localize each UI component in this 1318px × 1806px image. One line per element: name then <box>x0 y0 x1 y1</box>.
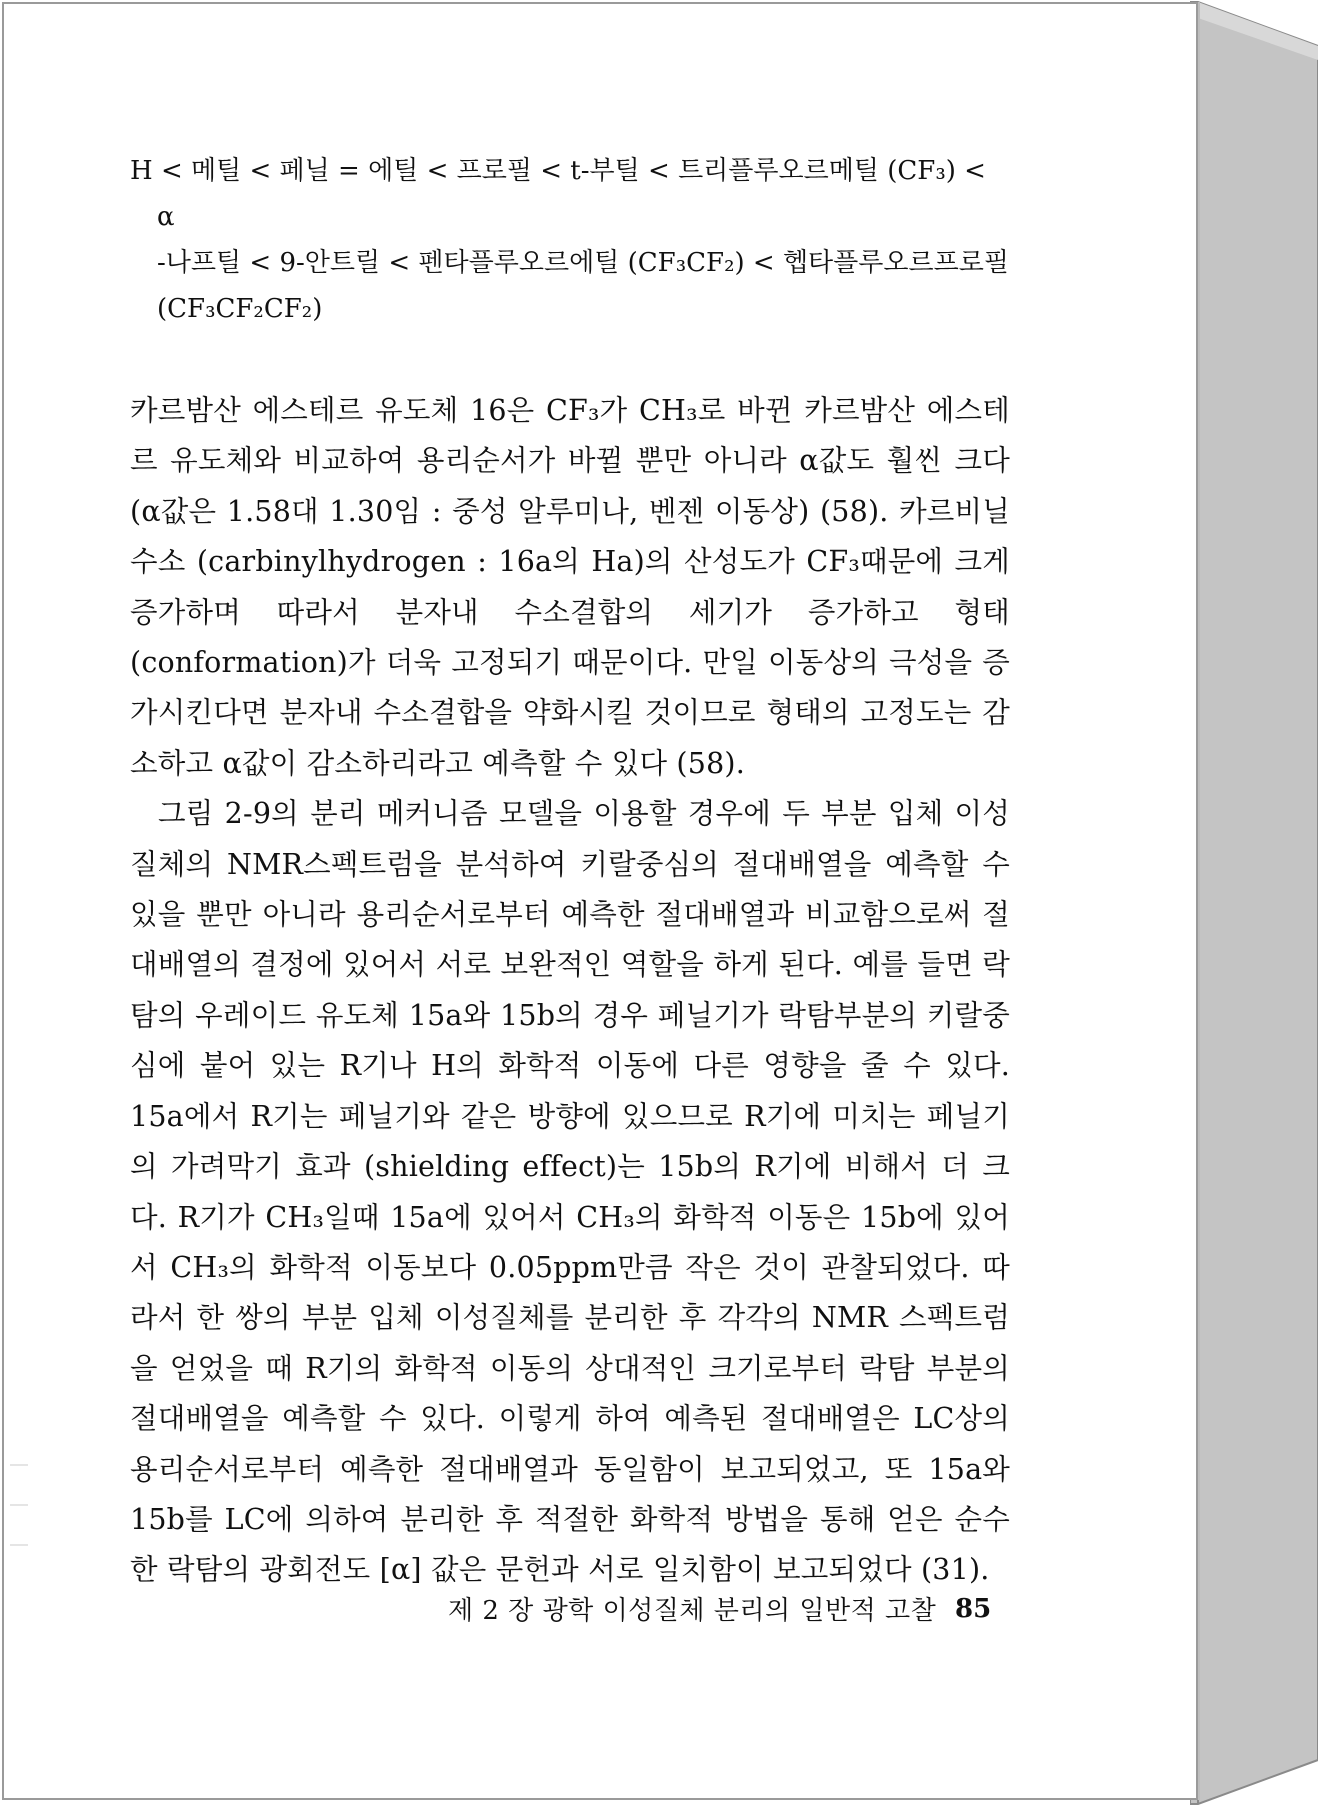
page-content <box>130 148 1010 1596</box>
series-line-2: -나프틸 < 9-안트릴 < 펜타플루오르에틸 (CF₃CF₂) < 헵타플루오르프로필 <box>157 248 1009 278</box>
paragraph-2: 그림 2-9의 분리 메커니즘 모델을 이용할 경우에 두 부분 입체 이성질체의 NMR스펙트럼을 분석하여 키랄중심의 절대배열을 예측할 수 있을 뿐만 아니라 용리순서로부터 예측한 절대배열과 비교함으로써 절대배열의 결정에 있어서 서로 보완적인 역할을 하게 된다. 예를 들면 락탐의 우레이드 유도체 15a와 15b의 경우 페닐기가 락탐부분의 키랄중심에 붙어 있는 R기나 H의 화학적 이동에 다른 영향을 줄 수 있다. 15a에서 R기는 페닐기와 같은 방향에 있으므로 R기에 미치는 페닐기의 가려막기 효과 (shielding effect)는 15b의 R기에 비해서 더 크다. R기가 CH₃일때 15a에 있어서 CH₃의 화학적 이동은 15b에 있어서 CH₃의 화학적 이동보다 0.05ppm만큼 작은 것이 관찰되었다. 따라서 한 쌍의 부분 입체 이성질체를 분리한 후 각각의 NMR 스펙트럼을 얻었을 때 R기의 화학적 이동의 상대적인 크기로부터 락탐 부분의 절대배열을 예측할 수 있다. 이렇게 하여 예측된 절대배열은 LC상의 용리순서로부터 예측한 절대배열과 동일함이 보고되었고, 또 15a와 15b를 LC에 의하여 분리한 후 적절한 화학적 방법을 통해 얻은 순수한 락탐의 광회전도 [α] 값은 문헌과 서로 일치함이 보고되었다 (31). <box>130 797 1010 1587</box>
body-text <box>130 386 1010 1596</box>
series-line-1: H < 메틸 < 페닐 = 에틸 < 프로필 < t-부틸 < 트리플루오르메틸 (CF₃) < α <box>130 156 986 232</box>
book-side-edge <box>1190 0 1318 1806</box>
running-footer: 제 2 장 광학 이성질체 분리의 일반적 고찰 <box>448 1596 937 1626</box>
series-line-3: (CF₃CF₂CF₂) <box>157 294 323 324</box>
substituent-series <box>130 148 1010 332</box>
page-number: 85 <box>955 1594 992 1624</box>
paragraph-1: 카르밤산 에스테르 유도체 16은 CF₃가 CH₃로 바뀐 카르밤산 에스테르 유도체와 비교하여 용리순서가 바뀔 뿐만 아니라 α값도 훨씬 크다 (α값은 1.58대 1.30임 : 중성 알루미나, 벤젠 이동상) (58). 카르비닐수소 (carbinylhydrogen : 16a의 Ha)의 산성도가 CF₃때문에 크게 증가하며 따라서 분자내 수소결합의 세기가 증가하고 형태 (conformation)가 더욱 고정되기 때문이다. 만일 이동상의 극성을 증가시킨다면 분자내 수소결합을 약화시킬 것이므로 형태의 고정도는 감소하고 α값이 감소하리라고 예측할 수 있다 (58). <box>130 394 1010 780</box>
